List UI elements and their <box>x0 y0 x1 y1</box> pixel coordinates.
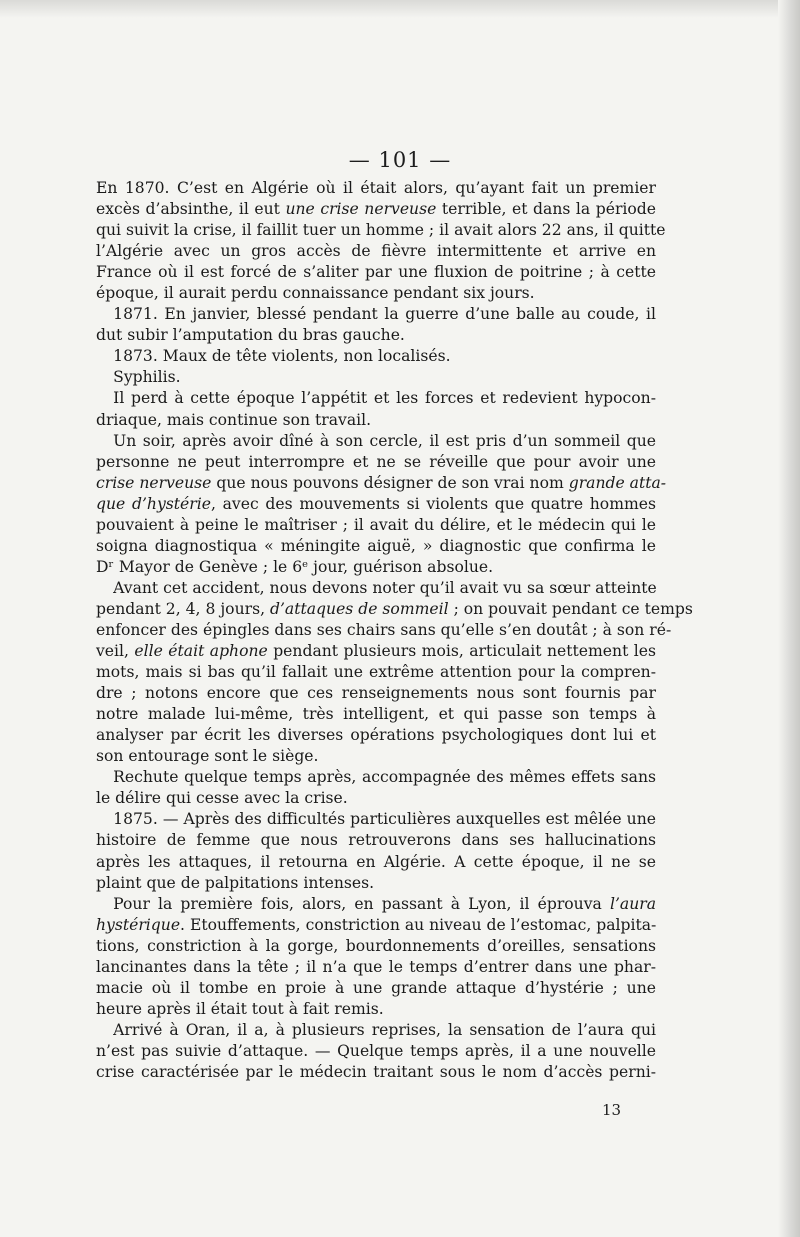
text-line: Il perd à cette époque l’appétit et les forces et redevient hypocon- <box>113 389 656 408</box>
text-line: dre ; notons encore que ces renseignements nous sont fournis par <box>96 684 656 703</box>
text-line: analyser par écrit les diverses opérations psychologiques dont lui et <box>96 726 656 745</box>
text-line: Arrivé à Oran, il a, à plusieurs reprises, la sensation de l’aura qui <box>113 1020 656 1039</box>
text-line: qui suivit la crise, il faillit tuer un homme ; il avait alors 22 ans, il quitte <box>96 221 666 240</box>
text-line: Rechute quelque temps après, accompagnée des mêmes effets sans <box>113 768 656 787</box>
text-line: lancinantes dans la tête ; il n’a que le temps d’entrer dans une phar- <box>96 957 656 976</box>
text-line: En 1870. C’est en Algérie où il était alors, qu’ayant fait un premier <box>96 179 656 197</box>
text-line: dut subir l’amputation du bras gauche. <box>96 326 405 345</box>
italic-phrase: l’aura <box>609 894 656 913</box>
text-line: pouvaient à peine le maîtriser ; il avait du délire, et le médecin qui le <box>96 515 656 534</box>
text-line: enfoncer des épingles dans ses chairs sans qu’elle s’en doutât ; à son ré- <box>96 620 672 639</box>
body-text <box>96 178 693 1083</box>
signature-mark: 13 <box>602 1101 622 1119</box>
text-line: n’est pas suivie d’attaque. — Quelque temps après, il a une nouvelle <box>96 1041 656 1060</box>
italic-phrase: que d’hystérie <box>96 494 211 513</box>
text-line: excès d’absinthe, il eut une crise nerveuse terrible, et dans la période <box>96 200 657 219</box>
text-line: 1871. En janvier, blessé pendant la guerre d’une balle au coude, il <box>113 305 656 324</box>
text-line: tions, constriction à la gorge, bourdonnements d’oreilles, sensations <box>96 936 656 955</box>
text-line: France où il est forcé de s’aliter par une fluxion de poitrine ; à cette <box>96 263 656 282</box>
text-line: le délire qui cesse avec la crise. <box>96 789 348 808</box>
text-line: pendant 2, 4, 8 jours, d’attaques de sommeil ; on pouvait pendant ce temps <box>96 599 693 618</box>
text-line: crise nerveuse que nous pouvons désigner de son vrai nom grande atta- <box>96 473 667 492</box>
bleed-through-mark: ​ <box>668 395 712 411</box>
italic-phrase: une crise nerveuse <box>285 200 437 219</box>
text-line: hystérique. Etouffements, constriction au niveau de l’estomac, palpita- <box>96 915 657 934</box>
text-line: 1875. — Après des difficultés particulières auxquelles est mêlée une <box>113 810 656 829</box>
italic-phrase: hystérique <box>96 915 181 934</box>
text-line: Un soir, après avoir dîné à son cercle, il est pris d’un sommeil que <box>113 431 656 450</box>
text-line: notre malade lui-même, très intelligent, et qui passe son temps à <box>96 705 656 724</box>
text-line: personne ne peut interrompre et ne se réveille que pour avoir une <box>96 452 656 471</box>
text-line: heure après il était tout à fait remis. <box>96 999 384 1018</box>
text-line: Dʳ Mayor de Genève ; le 6ᵉ jour, guérison absolue. <box>96 557 494 576</box>
italic-phrase: d’attaques de sommeil <box>269 599 449 618</box>
text-line: crise caractérisée par le médecin traitant sous le nom d’accès perni- <box>96 1062 656 1081</box>
italic-phrase: grande atta- <box>568 473 667 492</box>
text-line: histoire de femme que nous retrouverons dans ses hallucinations <box>96 831 656 850</box>
text-line: driaque, mais continue son travail. <box>96 410 372 429</box>
text-line: Avant cet accident, nous devons noter qu’il avait vu sa sœur atteinte <box>113 578 657 597</box>
text-line: Pour la première fois, alors, en passant à Lyon, il éprouva l’aura <box>113 894 656 913</box>
page-number-header: — 101 — <box>348 148 452 172</box>
text-line: son entourage sont le siège. <box>96 747 319 766</box>
text-line: l’Algérie avec un gros accès de fièvre intermittente et arrive en <box>96 242 656 261</box>
text-line: que d’hystérie, avec des mouvements si violents que quatre hommes <box>96 494 656 513</box>
page-top-shadow <box>0 0 800 18</box>
text-line: 1873. Maux de tête violents, non localisés. <box>113 347 451 366</box>
text-line: macie où il tombe en proie à une grande attaque d’hystérie ; une <box>96 978 656 997</box>
italic-phrase: crise nerveuse <box>96 473 212 492</box>
text-line: soigna diagnostiqua « méningite aiguë, » diagnostic que confirma le <box>96 536 656 555</box>
text-line: plaint que de palpitations intenses. <box>96 873 375 892</box>
text-line: après les attaques, il retourna en Algérie. A cette époque, il ne se <box>96 852 656 871</box>
text-line: époque, il aurait perdu connaissance pendant six jours. <box>96 284 535 303</box>
text-line: mots, mais si bas qu’il fallait une extrême attention pour la compren- <box>96 663 656 682</box>
page-edge-shadow <box>778 0 800 1237</box>
italic-phrase: elle était aphone <box>134 642 268 661</box>
text-line: veil, elle était aphone pendant plusieurs mois, articulait nettement les <box>96 642 656 661</box>
text-line: Syphilis. <box>113 368 181 387</box>
